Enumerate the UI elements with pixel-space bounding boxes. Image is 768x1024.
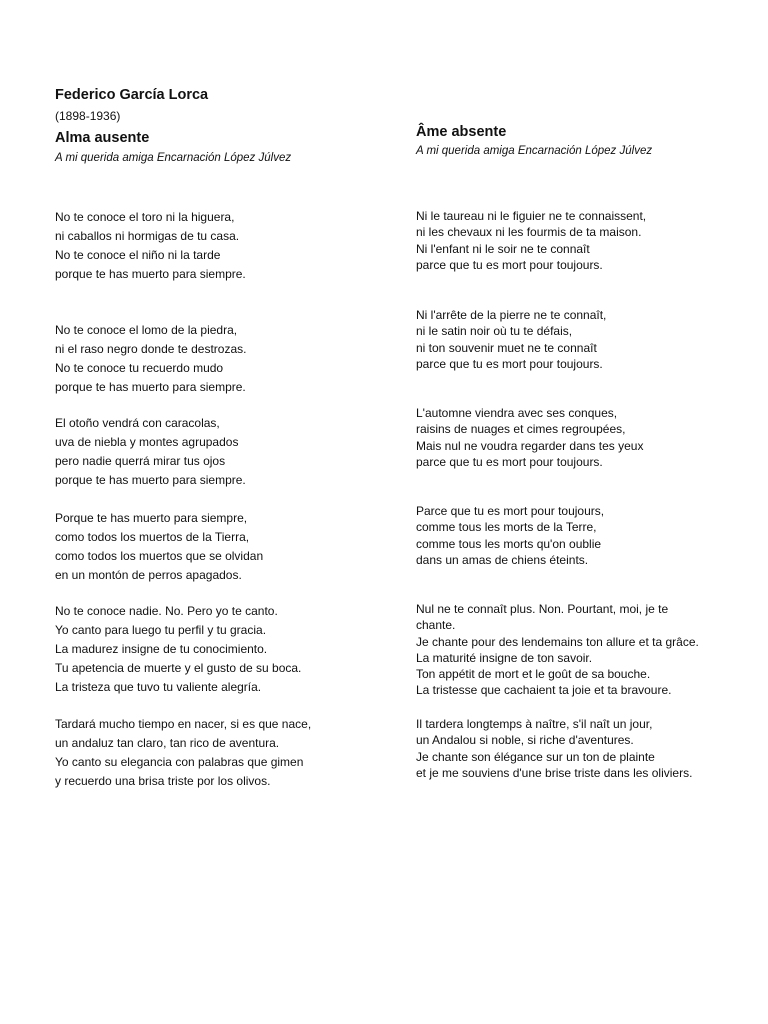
- verse-line: en un montón de perros apagados.: [55, 568, 242, 582]
- stanza: [55, 414, 246, 490]
- verse-line: La tristesse que cachaient ta joie et ta bravoure.: [416, 683, 672, 698]
- verse-line: parce que tu es mort pour toujours.: [416, 356, 603, 371]
- verse-line: ni le satin noir où tu te défais,: [416, 324, 573, 339]
- verse-line: como todos los muertos que se olvidan: [55, 549, 264, 563]
- verse-line: Ni le taureau ni le figuier ne te connaissent,: [416, 209, 647, 223]
- verse-line: ni el raso negro donde te destrozas.: [55, 342, 247, 356]
- verse-line: como todos los muertos de la Tierra,: [55, 530, 250, 544]
- poem-title-spanish: Alma ausente: [55, 130, 150, 146]
- verse-line: Je chante pour des lendemains ton allure et ta grâce.: [416, 634, 699, 649]
- verse-line: un Andalou si noble, si riche d'aventures.: [416, 733, 634, 748]
- stanza: [55, 715, 311, 791]
- stanza: [416, 307, 606, 372]
- verse-line: El otoño vendrá con caracolas,: [55, 416, 220, 430]
- verse-line: Yo canto su elegancia con palabras que gimen: [55, 755, 304, 769]
- verse-line: Ni l'enfant ni le soir ne te connaît: [416, 241, 590, 256]
- verse-line: Mais nul ne voudra regarder dans tes yeux: [416, 438, 644, 453]
- dedication-spanish: A mi querida amiga Encarnación López Júlvez: [55, 152, 292, 164]
- verse-line: porque te has muerto para siempre.: [55, 473, 246, 487]
- verse-line: Tardará mucho tiempo en nacer, si es que nace,: [55, 717, 312, 731]
- stanza: [416, 503, 604, 568]
- verse-line: un andaluz tan claro, tan rico de aventura.: [55, 736, 280, 750]
- verse-line: y recuerdo una brisa triste por los olivos.: [55, 774, 271, 788]
- verse-line: Porque te has muerto para siempre,: [55, 511, 248, 525]
- stanza: [416, 601, 699, 699]
- verse-line: uva de niebla y montes agrupados: [55, 435, 239, 449]
- verse-line: ni ton souvenir muet ne te connaît: [416, 340, 597, 355]
- stanza: [55, 208, 246, 284]
- verse-line: Ton appétit de mort et le goût de sa bouche.: [416, 667, 651, 682]
- verse-line: No te conoce el niño ni la tarde: [55, 248, 221, 262]
- verse-line: Je chante son élégance sur un ton de plainte: [416, 749, 655, 764]
- verse-line: Il tardera longtemps à naître, s'il naît un jour,: [416, 717, 653, 731]
- verse-line: porque te has muerto para siempre.: [55, 267, 246, 281]
- verse-line: No te conoce tu recuerdo mudo: [55, 361, 224, 375]
- verse-line: et je me souviens d'une brise triste dans les oliviers.: [416, 765, 693, 780]
- author-name: Federico García Lorca: [55, 87, 209, 103]
- verse-line: Parce que tu es mort pour toujours,: [416, 504, 605, 518]
- verse-line: parce que tu es mort pour toujours.: [416, 454, 603, 469]
- poem-title-french: Âme absente: [416, 124, 507, 140]
- verse-line: La tristeza que tuvo tu valiente alegría.: [55, 680, 262, 694]
- verse-line: porque te has muerto para siempre.: [55, 380, 246, 394]
- verse-line: raisins de nuages et cimes regroupées,: [416, 422, 626, 437]
- verse-line: Yo canto para luego tu perfil y tu gracia.: [55, 623, 267, 637]
- verse-line: ni les chevaux ni les fourmis de ta maison.: [416, 225, 642, 240]
- dedication-french: A mi querida amiga Encarnación López Júlvez: [416, 145, 653, 157]
- verse-line: L'automne viendra avec ses conques,: [416, 406, 618, 420]
- verse-line: Tu apetencia de muerte y el gusto de su boca.: [55, 661, 302, 675]
- verse-line: parce que tu es mort pour toujours.: [416, 257, 603, 272]
- verse-line: Ni l'arrête de la pierre ne te connaît,: [416, 308, 607, 322]
- verse-line: ni caballos ni hormigas de tu casa.: [55, 229, 240, 243]
- stanza: [55, 509, 263, 585]
- stanza: [416, 716, 692, 781]
- verse-line: chante.: [416, 618, 456, 633]
- stanza: [416, 405, 643, 470]
- stanza: [416, 208, 646, 273]
- stanza: [55, 321, 246, 397]
- verse-line: La madurez insigne de tu conocimiento.: [55, 642, 268, 656]
- verse-line: pero nadie querrá mirar tus ojos: [55, 454, 226, 468]
- verse-line: comme tous les morts de la Terre,: [416, 520, 597, 535]
- verse-line: No te conoce el toro ni la higuera,: [55, 210, 235, 224]
- stanza: [55, 602, 301, 697]
- verse-line: dans un amas de chiens éteints.: [416, 552, 589, 567]
- verse-line: No te conoce nadie. No. Pero yo te canto.: [55, 604, 278, 618]
- verse-line: La maturité insigne de ton savoir.: [416, 650, 593, 665]
- verse-line: No te conoce el lomo de la piedra,: [55, 323, 238, 337]
- author-dates: (1898-1936): [55, 109, 121, 123]
- verse-line: Nul ne te connaît plus. Non. Pourtant, moi, je te: [416, 602, 669, 616]
- verse-line: comme tous les morts qu'on oublie: [416, 536, 602, 551]
